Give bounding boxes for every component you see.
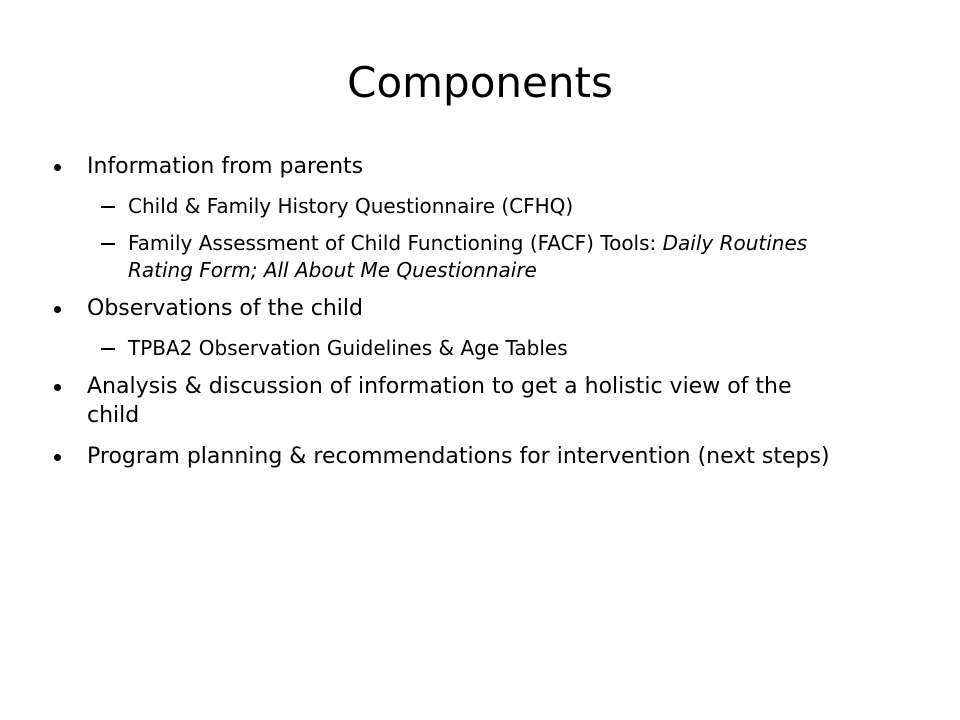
- bullet-dot-icon: [54, 384, 61, 391]
- dash-icon: [101, 348, 115, 350]
- sub-bullet-item: [48, 193, 838, 220]
- bullet-text: Program planning & recommendations for intervention (next steps): [87, 444, 830, 469]
- bullet-dot-icon: [54, 306, 61, 313]
- bullet-dot-icon: [54, 164, 61, 171]
- sub-bullet-item: [48, 230, 838, 284]
- sub-bullet-text: Family Assessment of Child Functioning (FACF) Tools:: [128, 231, 663, 255]
- bullet-item: [48, 442, 838, 471]
- bullet-list: [48, 152, 838, 483]
- bullet-text: Observations of the child: [87, 296, 363, 321]
- bullet-text: Analysis & discussion of information to get a holistic view of the child: [87, 374, 792, 428]
- bullet-item: [48, 152, 838, 181]
- sub-bullet-item: [48, 335, 838, 362]
- bullet-text: Information from parents: [87, 154, 364, 179]
- bullet-item: [48, 294, 838, 323]
- sub-bullet-text: TPBA2 Observation Guidelines & Age Tables: [128, 336, 568, 360]
- sub-bullet-italic-text: Daily Routines Rating Form; All About Me Questionnaire: [128, 231, 808, 282]
- dash-icon: [101, 243, 115, 245]
- bullet-item: [48, 372, 838, 430]
- dash-icon: [101, 206, 115, 208]
- slide-title: Components: [347, 58, 613, 107]
- sub-bullet-text: Child & Family History Questionnaire (CFHQ): [128, 194, 574, 218]
- bullet-dot-icon: [54, 454, 61, 461]
